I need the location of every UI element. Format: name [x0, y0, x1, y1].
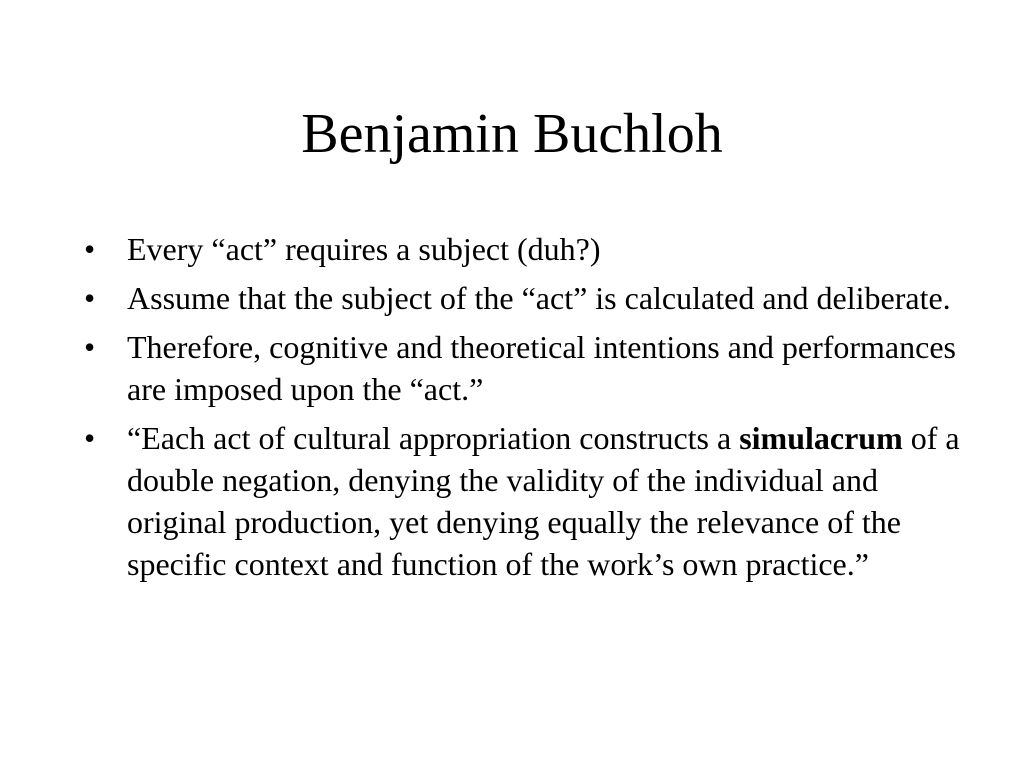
quote-text-before: “Each act of cultural appropriation constructs a — [127, 420, 740, 456]
quote-emphasis: simulacrum — [739, 420, 903, 456]
bullet-dot-icon: • — [84, 231, 96, 267]
quote-text-after: of a double negation, denying the validity of the individual and original production, yet denying equally the relevance of the specific context and function of the work’s own practice.” — [127, 420, 960, 582]
bullet-dot-icon: • — [84, 420, 96, 456]
bullet-text-quote — [127, 420, 960, 582]
bullet-item-3 — [84, 326, 964, 410]
bullet-dot-icon: • — [84, 329, 96, 365]
bullet-dot-icon: • — [84, 280, 96, 316]
bullet-item-4 — [84, 417, 964, 585]
slide-title: Benjamin Buchloh — [301, 103, 723, 165]
bullet-item-1 — [84, 228, 964, 270]
bullet-text: Assume that the subject of the “act” is calculated and deliberate. — [127, 280, 951, 316]
bullet-text: Therefore, cognitive and theoretical intentions and performances are imposed upon the “act.” — [127, 329, 956, 407]
bullet-item-2 — [84, 277, 964, 319]
bullet-text: Every “act” requires a subject (duh?) — [127, 231, 601, 267]
bullet-list — [84, 228, 964, 592]
